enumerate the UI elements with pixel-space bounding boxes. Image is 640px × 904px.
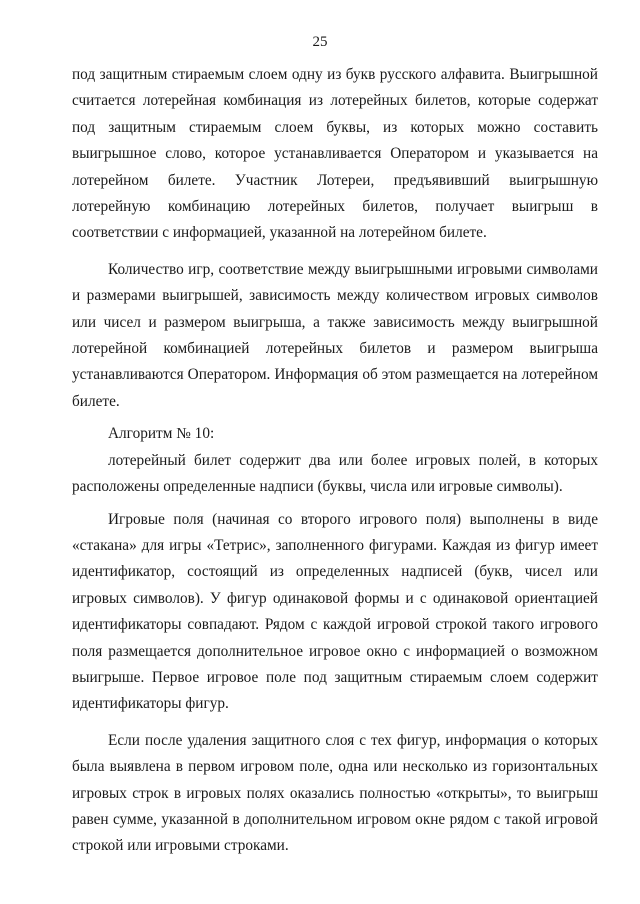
algorithm-heading: Алгоритм № 10:	[108, 425, 215, 443]
paragraph-game-count: Количество игр, соответствие между выигрышными игровыми символами и размерами выигрышей, зависимость между количеством игровых символов или чисел и размером выигрыша, а также зависимость между выигрышной лотерейной комбинацией лотерейных билетов и размером выигрыша устанавливаются Оператором. Информация об этом размещается на лотерейном билете.	[72, 260, 598, 410]
page-number: 25	[312, 34, 328, 50]
paragraph-win-condition: Если после удаления защитного слоя с тех фигур, информация о которых была выявлена в первом игровом поле, одна или несколько из горизонтальных игровых строк в игровых полях оказались полностью «открыты», то выигрыш равен сумме, указанной в дополнительном игровом окне рядом с такой игровой строкой или игровыми строками.	[72, 731, 598, 855]
paragraph-ticket-fields: лотерейный билет содержит два или более игровых полей, в которых расположены определенные надписи (буквы, числа или игровые символы).	[72, 451, 598, 496]
body-text	[72, 62, 598, 860]
paragraph-tetris-fields: Игровые поля (начиная со второго игрового поля) выполнены в виде «стакана» для игры «Тетрис», заполненного фигурами. Каждая из фигур имеет идентификатор, состоящий из определенных надписей (букв, чисел или игровых символов). У фигур одинаковой формы и с одинаковой ориентацией идентификаторы совпадают. Рядом с каждой игровой строкой такого игрового поля размещается дополнительное игровое окно с информацией о возможном выигрыше. Первое игровое поле под защитным стираемым слоем содержит идентификаторы фигур.	[72, 510, 598, 713]
paragraph-continuation: под защитным стираемым слоем одну из букв русского алфавита. Выигрышной считается лотерейная комбинация из лотерейных билетов, которые содержат под защитным стираемым слоем буквы, из которых можно составить выигрышное слово, которое устанавливается Оператором и указывается на лотерейном билете. Участник Лотереи, предъявивший выигрышную лотерейную комбинацию лотерейных билетов, получает выигрыш в соответствии с информацией, указанной на лотерейном билете.	[72, 66, 598, 242]
